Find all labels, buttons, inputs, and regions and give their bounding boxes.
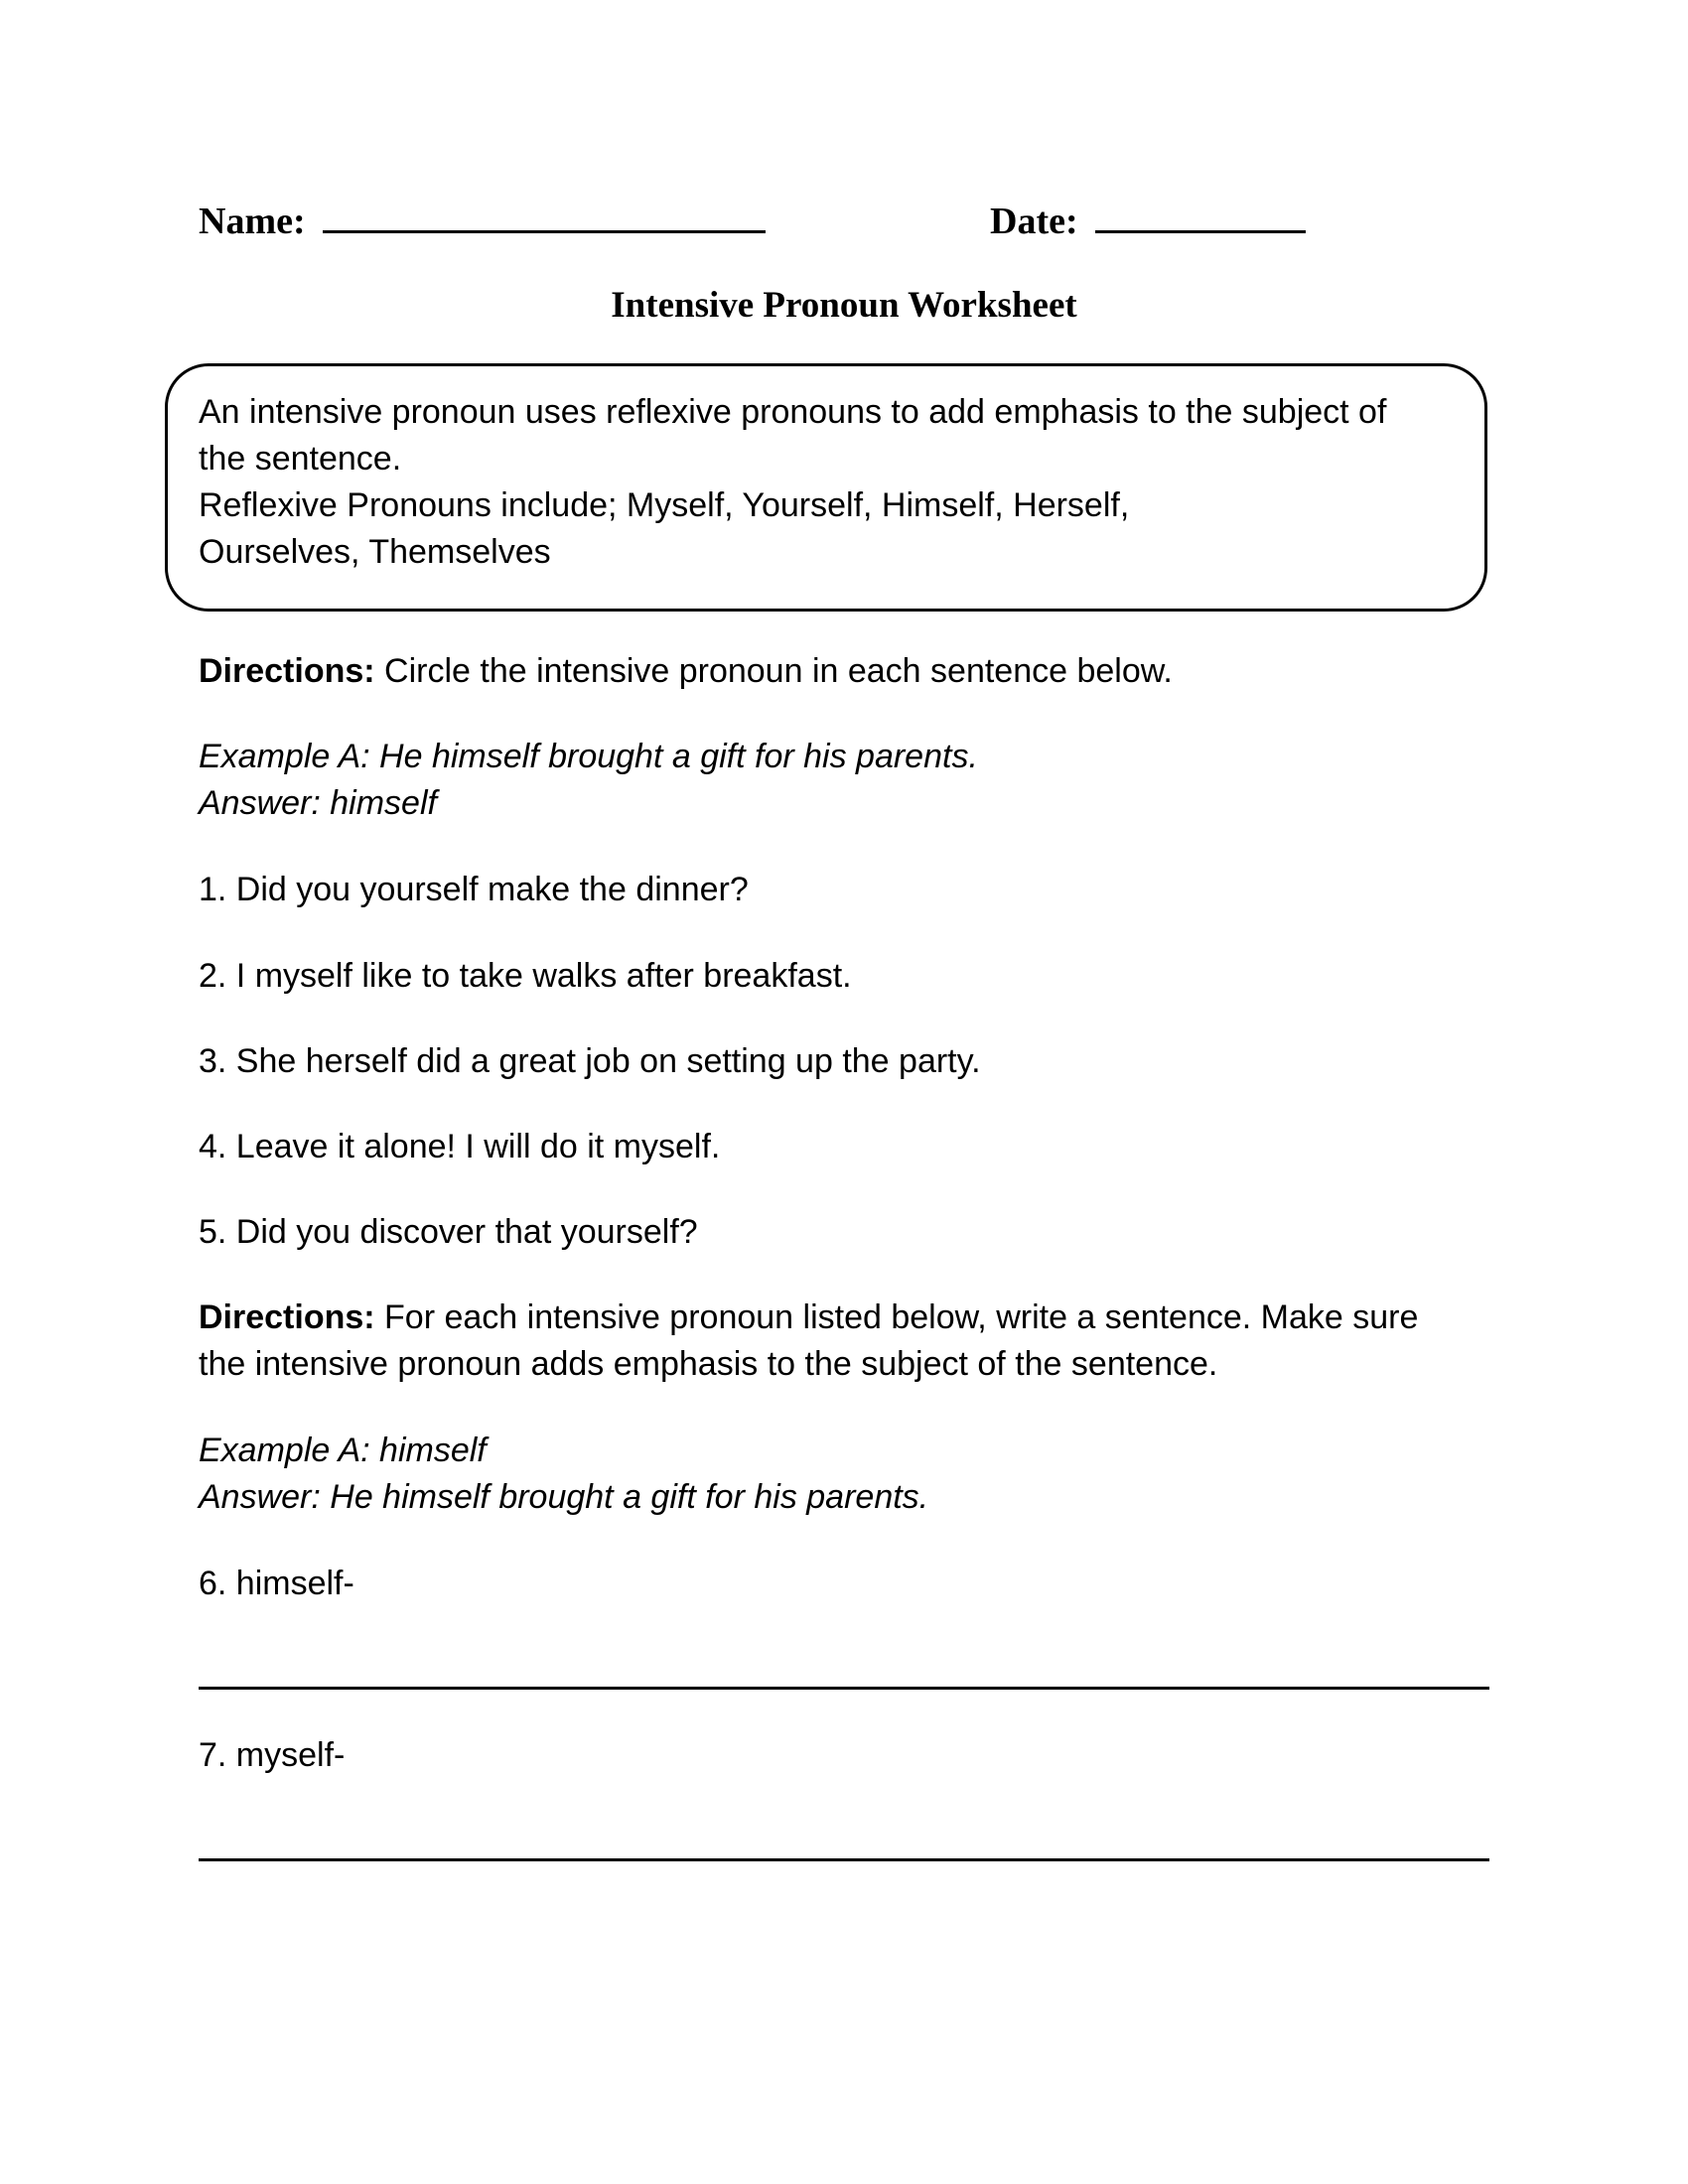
name-blank[interactable]: [323, 201, 766, 233]
definition-line-4: Ourselves, Themselves: [199, 533, 551, 571]
question-item-3: 3. She herself did a great job on setting up the party.: [199, 1042, 981, 1080]
writing-item-6: 6. himself-: [199, 1565, 354, 1602]
example-2-question: Example A: himself: [199, 1432, 487, 1469]
definition-line-2: the sentence.: [199, 440, 402, 478]
question-item-4: 4. Leave it alone! I will do it myself.: [199, 1128, 721, 1165]
name-label: Name:: [199, 201, 306, 242]
example-1-answer: Answer: himself: [199, 784, 437, 822]
worksheet-title: Intensive Pronoun Worksheet: [611, 285, 1077, 326]
directions-2-label: Directions:: [199, 1298, 375, 1336]
directions-2-text-line-1: For each intensive pronoun listed below, write a sentence. Make sure: [374, 1298, 1419, 1336]
answer-line-6[interactable]: [199, 1687, 1489, 1690]
writing-item-7: 7. myself-: [199, 1736, 346, 1774]
directions-1-label: Directions:: [199, 652, 375, 690]
question-item-2: 2. I myself like to take walks after breakfast.: [199, 957, 852, 995]
name-field: [199, 201, 766, 240]
question-item-1: 1. Did you yourself make the dinner?: [199, 871, 749, 908]
example-2-answer: Answer: He himself brought a gift for his parents.: [199, 1478, 929, 1516]
answer-line-7[interactable]: [199, 1858, 1489, 1861]
date-field: [990, 201, 1306, 240]
definition-line-3: Reflexive Pronouns include; Myself, Yourself, Himself, Herself,: [199, 486, 1130, 524]
definition-line-1: An intensive pronoun uses reflexive pronouns to add emphasis to the subject of: [199, 393, 1387, 431]
date-label: Date:: [990, 201, 1078, 242]
example-2: [199, 1428, 1499, 1521]
question-item-5: 5. Did you discover that yourself?: [199, 1213, 698, 1251]
example-1: [199, 734, 1499, 827]
date-blank[interactable]: [1095, 201, 1306, 233]
directions-2: [199, 1295, 1499, 1388]
directions-1-text: Circle the intensive pronoun in each sentence below.: [374, 652, 1173, 690]
example-1-question: Example A: He himself brought a gift for his parents.: [199, 738, 978, 775]
directions-1: [199, 648, 1499, 695]
definition-text: [199, 389, 1470, 576]
directions-2-text-line-2: the intensive pronoun adds emphasis to the subject of the sentence.: [199, 1345, 1218, 1383]
